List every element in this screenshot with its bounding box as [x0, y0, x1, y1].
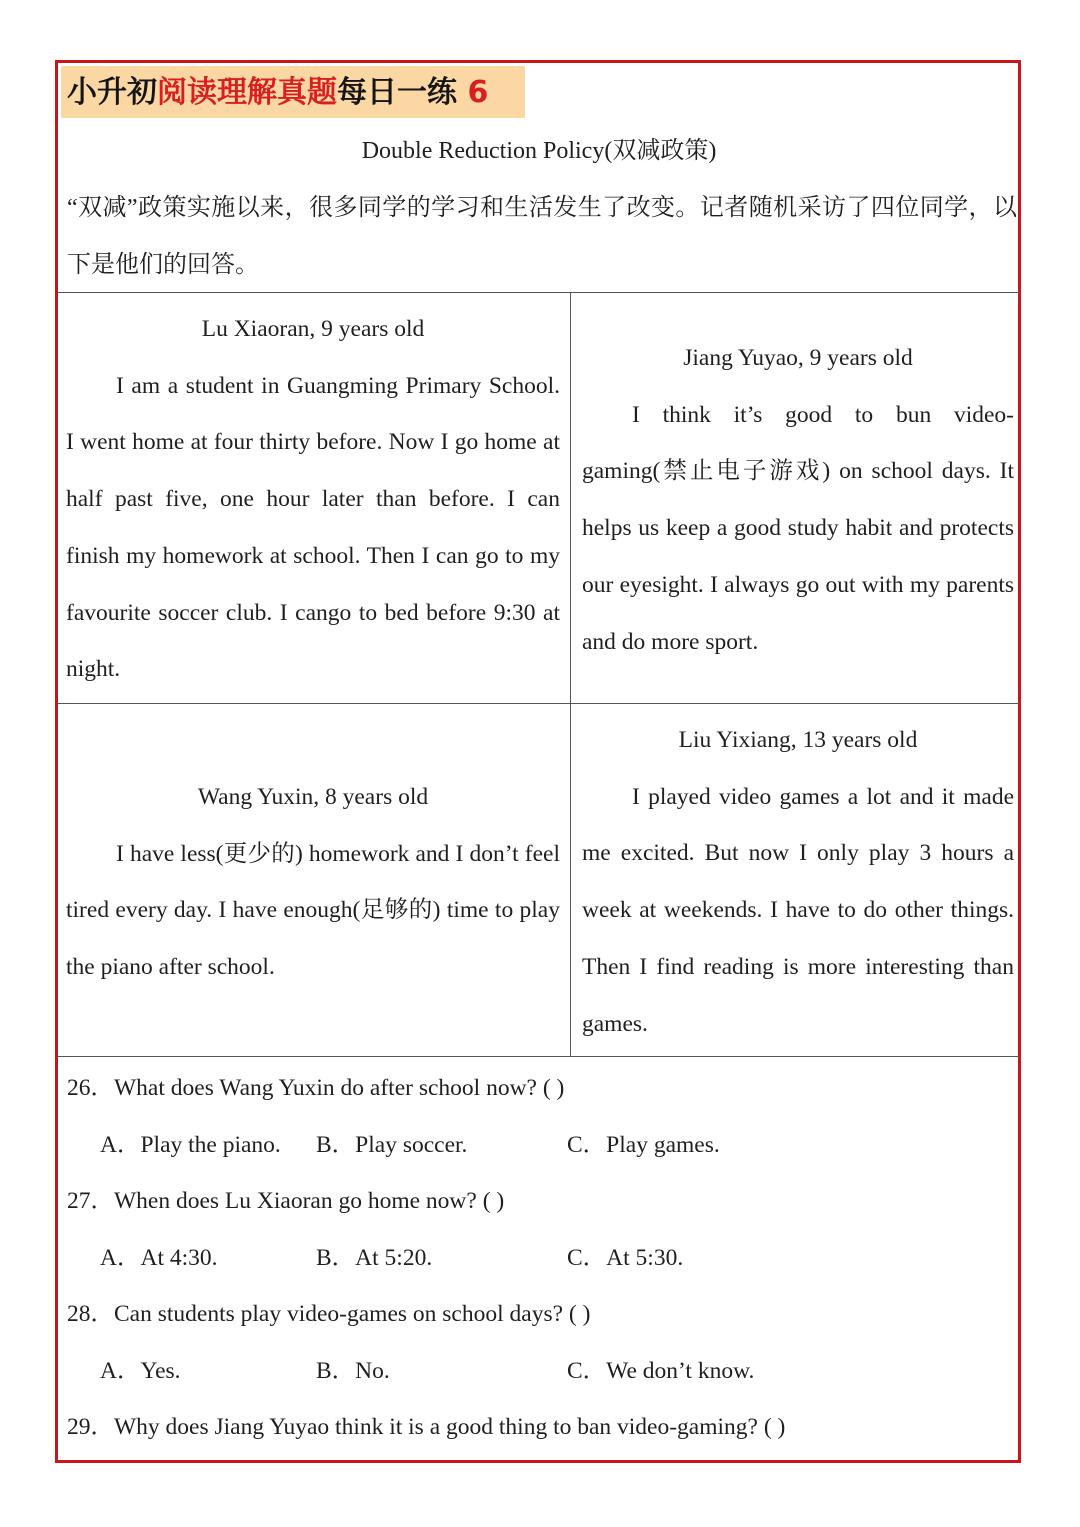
student-answer: I am a student in Guangming Primary School. I went home at four thirty before. Now I go home at half past five, one hour later than before. I can finish my homework at school. Then I can go to my favourite soccer club. I cango to bed before 9:30 at night.: [66, 372, 560, 683]
question-number: 27．: [67, 1188, 114, 1214]
question-27: [67, 1184, 504, 1218]
student-answer: I have less(更少的) homework and I don’t feel tired every day. I have enough(足够的) time to play the piano after school.: [66, 840, 560, 981]
student-cell-jiang-yuyao: [582, 330, 1014, 670]
question-number: 28．: [67, 1301, 114, 1327]
q26-option-b[interactable]: B．Play soccer.: [316, 1132, 468, 1158]
title-part-1: 小升初: [67, 75, 157, 110]
table-middle-border: [58, 703, 1020, 704]
question-29: [67, 1410, 785, 1444]
q26-option-a[interactable]: A．Play the piano.: [100, 1132, 281, 1158]
student-answer: I played video games a lot and it made me excited. But now I only play 3 hours a week at weekends. I have to do other things. Then I find reading is more interesting than games.: [582, 783, 1014, 1037]
student-name: Wang Yuxin, 8 years old: [197, 784, 429, 810]
student-name: Jiang Yuyao, 9 years old: [683, 345, 913, 371]
question-text: When does Lu Xiaoran go home now? ( ): [114, 1188, 505, 1214]
q28-option-c[interactable]: C．We don’t know.: [567, 1358, 755, 1384]
student-name: Lu Xiaoran, 9 years old: [201, 316, 425, 342]
question-28: [67, 1297, 590, 1331]
q27-option-a[interactable]: A．At 4:30.: [100, 1245, 218, 1271]
student-name: Liu Yixiang, 13 years old: [678, 727, 918, 753]
student-cell-liu-yixiang: [582, 712, 1014, 1052]
q28-option-a[interactable]: A．Yes.: [100, 1358, 181, 1384]
intro-paragraph: “双减”政策实施以来，很多同学的学习和生活发生了改变。记者随机采访了四位同学，以下是他们的回答。: [67, 195, 1017, 278]
question-26: [67, 1071, 564, 1105]
table-column-divider: [570, 292, 571, 1057]
q26-option-c[interactable]: C．Play games.: [567, 1132, 720, 1158]
title-part-4: 6: [467, 75, 489, 110]
table-bottom-border: [58, 1056, 1020, 1057]
question-number: 26．: [67, 1075, 114, 1101]
student-answer: I think it’s good to bun video-gaming(禁止电子游戏) on school days. It helps us keep a good study habit and protects our eyesight. I always go out with my parents and do more sport.: [582, 401, 1014, 655]
title-part-3: 每日一练: [337, 75, 457, 110]
student-cell-wang-yuxin: [66, 769, 560, 996]
question-text: What does Wang Yuxin do after school now? ( ): [114, 1075, 565, 1101]
question-number: 29．: [67, 1414, 114, 1440]
question-text: Why does Jiang Yuyao think it is a good thing to ban video-gaming? ( ): [114, 1414, 786, 1440]
title-part-2: 阅读理解真题: [157, 75, 337, 110]
table-top-border: [58, 292, 1020, 293]
page-title: [67, 71, 488, 115]
passage-title: Double Reduction Policy(双减政策): [361, 138, 717, 164]
q28-option-b[interactable]: B．No.: [316, 1358, 390, 1384]
student-cell-lu-xiaoran: [66, 301, 560, 698]
q27-option-b[interactable]: B．At 5:20.: [316, 1245, 433, 1271]
q27-option-c[interactable]: C．At 5:30.: [567, 1245, 684, 1271]
question-text: Can students play video-games on school days? ( ): [114, 1301, 591, 1327]
